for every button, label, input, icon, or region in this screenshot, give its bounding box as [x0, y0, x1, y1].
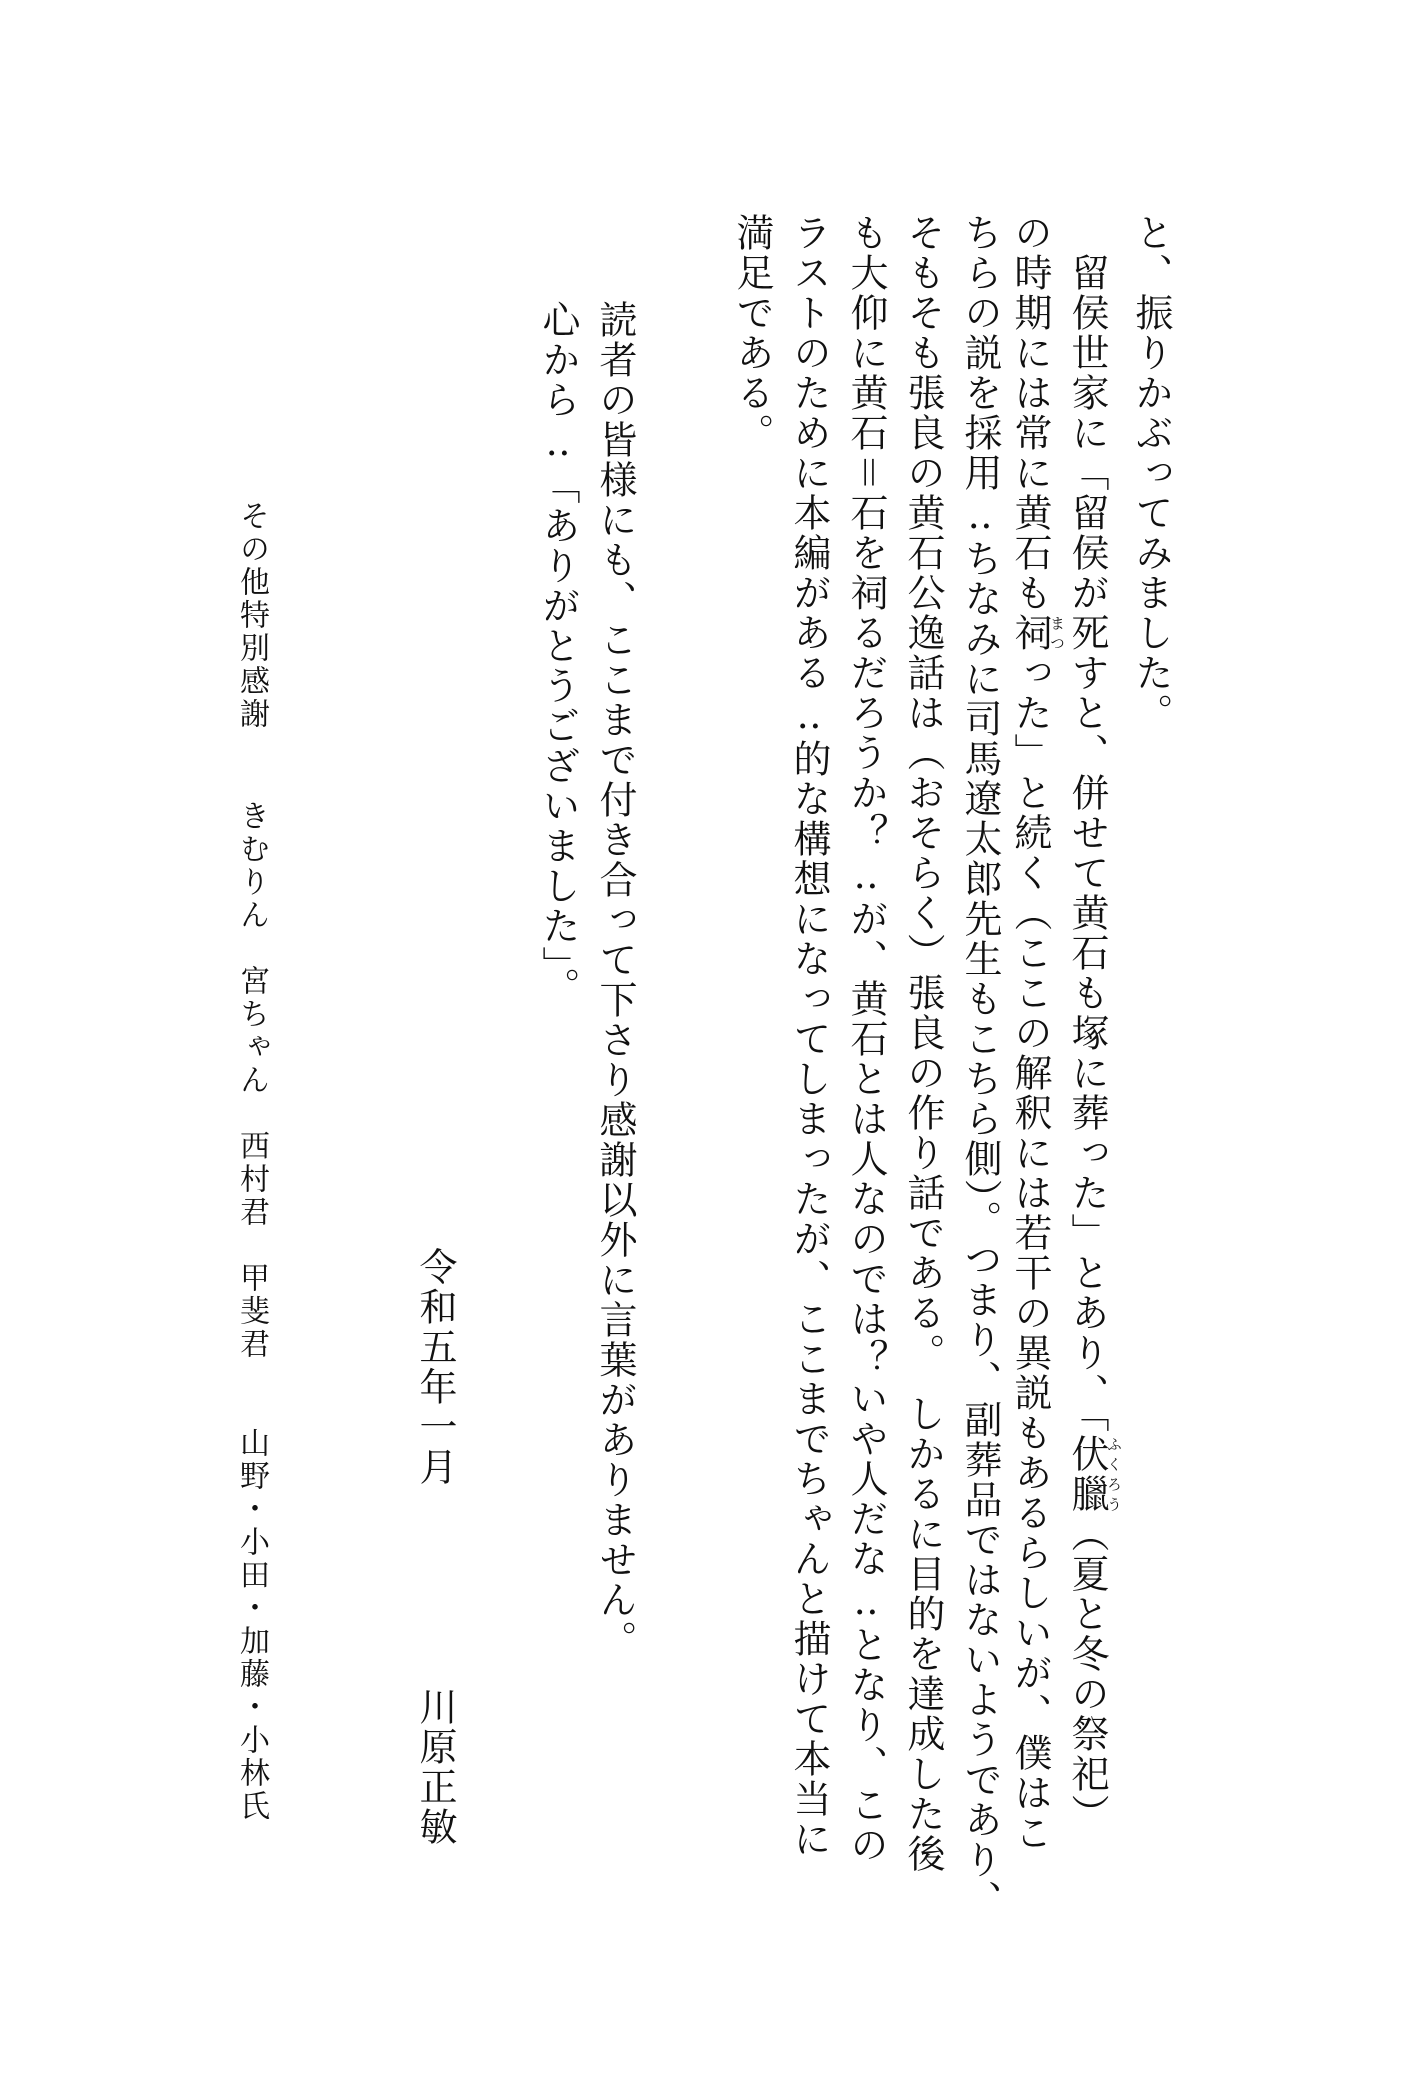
- text-column: [837, 213, 894, 1865]
- text: と、振りかぶってみました。: [1129, 213, 1173, 733]
- text: も大仰に黄石＝石を祠るだろうか？‥が、黄石とは人なのでは？いや人だな‥となり、この: [844, 213, 888, 1865]
- ruby-text: まつ: [1048, 613, 1066, 653]
- text-column: [894, 213, 951, 1874]
- text: そもそも張良の黄石公逸話は（おそらく）張良の作り話である。 しかるに目的を達成した後: [901, 213, 945, 1874]
- text-column: [723, 213, 780, 453]
- text-column: [951, 213, 1008, 1920]
- text: （夏と冬の祭祀）: [1065, 1514, 1109, 1834]
- text: ラストのために本編がある‥的な構想になってしまったが、ここまでちゃんと描けて本当に: [787, 213, 831, 1859]
- text: 満足である。: [730, 213, 774, 453]
- ruby-fukurou: [1065, 1434, 1123, 1514]
- text-column: [1065, 213, 1122, 1834]
- text: った」と続く（ここの解釈には若干の異説もあるらしいが、僕はこ: [1008, 653, 1052, 1853]
- credits-names: きむりん 宮ちゃん 西村君 甲斐君 山野・小田・加藤・小林氏: [234, 800, 269, 1823]
- date: 令和五年一月: [413, 1247, 457, 1487]
- ruby-text: ふくろう: [1105, 1434, 1123, 1514]
- text-column: [1008, 213, 1065, 1853]
- ruby-matsu: [1008, 613, 1066, 653]
- text: 留侯世家に「留侯が死すと、併せて黄石も塚に葬った」とあり、「: [1065, 213, 1109, 1434]
- thanks-readers: 読者の皆様にも、ここまで付き合って下さり感謝以外に言葉がありません。: [593, 300, 637, 1660]
- author-name: 川原正敏: [413, 1687, 457, 1847]
- text-column: [780, 213, 837, 1859]
- thanks-heart: 心から‥「ありがとうございました」。: [536, 300, 580, 1007]
- text-column: [1122, 213, 1179, 733]
- ruby-base: 祠: [1008, 613, 1052, 653]
- credits-label: その他特別感謝: [234, 500, 269, 731]
- text: ちらの説を採用‥ちなみに司馬遼太郎先生もこちら側）。つまり、副葬品ではないようであり、: [958, 213, 1002, 1920]
- text: の時期には常に黄石も: [1008, 213, 1052, 613]
- ruby-base: 伏臘: [1065, 1434, 1109, 1514]
